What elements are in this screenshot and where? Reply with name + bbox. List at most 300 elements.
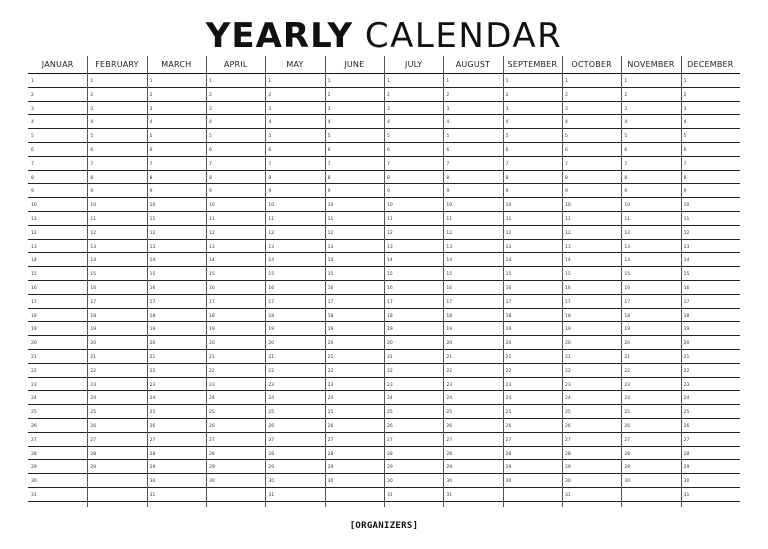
day-cell-september-18[interactable]: 18 (505, 313, 512, 319)
day-cell-august-26[interactable]: 26 (446, 424, 453, 429)
day-cell-april-23[interactable]: 23 (209, 382, 215, 388)
day-cell-september-13[interactable]: 13 (505, 244, 512, 250)
day-cell-july-2[interactable]: 2 (387, 92, 390, 98)
day-cell-july-1[interactable]: 1 (387, 79, 390, 84)
day-cell-april-11[interactable]: 11 (209, 217, 215, 222)
day-cell-august-24[interactable]: 24 (446, 396, 453, 402)
day-cell-april-25[interactable]: 25 (209, 410, 215, 416)
day-cell-september-30[interactable]: 30 (505, 479, 512, 485)
day-cell-june-26[interactable]: 26 (327, 424, 334, 429)
day-cell-september-2[interactable]: 2 (505, 92, 509, 98)
day-cell-december-26[interactable]: 26 (683, 424, 690, 429)
day-cell-august-16[interactable]: 16 (446, 286, 453, 291)
day-cell-february-13[interactable]: 13 (90, 244, 97, 250)
day-cell-june-27[interactable]: 27 (327, 437, 334, 443)
day-cell-april-10[interactable]: 10 (209, 203, 215, 209)
day-cell-february-2[interactable]: 2 (90, 92, 94, 98)
day-cell-januar-18[interactable]: 18 (31, 313, 37, 319)
day-cell-july-17[interactable]: 17 (387, 299, 393, 305)
day-cell-june-29[interactable]: 29 (327, 465, 334, 471)
day-cell-august-30[interactable]: 30 (446, 479, 453, 485)
day-cell-october-17[interactable]: 17 (565, 299, 571, 305)
day-cell-april-2[interactable]: 2 (209, 92, 212, 98)
day-cell-april-28[interactable]: 28 (209, 451, 215, 457)
day-cell-may-24[interactable]: 24 (268, 396, 275, 402)
day-cell-januar-17[interactable]: 17 (31, 299, 37, 305)
day-cell-march-17[interactable]: 17 (149, 299, 156, 305)
day-cell-november-10[interactable]: 10 (624, 203, 631, 209)
day-cell-april-9[interactable]: 9 (209, 189, 212, 195)
day-cell-december-25[interactable]: 25 (683, 410, 690, 416)
day-cell-januar-15[interactable]: 15 (31, 272, 37, 278)
day-cell-november-20[interactable]: 20 (624, 341, 631, 347)
day-cell-november-11[interactable]: 11 (624, 217, 631, 222)
day-cell-march-3[interactable]: 3 (149, 106, 153, 112)
day-cell-june-20[interactable]: 20 (327, 341, 334, 347)
day-cell-april-29[interactable]: 29 (209, 465, 215, 471)
day-cell-march-22[interactable]: 22 (149, 368, 156, 374)
day-cell-june-28[interactable]: 28 (327, 451, 334, 457)
day-cell-december-10[interactable]: 10 (683, 203, 690, 209)
day-cell-july-7[interactable]: 7 (387, 161, 390, 167)
day-cell-december-18[interactable]: 18 (683, 313, 690, 319)
day-cell-may-26[interactable]: 26 (268, 424, 275, 429)
day-cell-october-15[interactable]: 15 (565, 272, 571, 278)
day-cell-januar-5[interactable]: 5 (31, 134, 34, 140)
day-cell-januar-4[interactable]: 4 (31, 120, 34, 126)
day-cell-november-8[interactable]: 8 (624, 175, 628, 181)
day-cell-januar-29[interactable]: 29 (31, 465, 37, 471)
day-cell-november-4[interactable]: 4 (624, 120, 628, 126)
day-cell-february-22[interactable]: 22 (90, 368, 97, 374)
day-cell-june-24[interactable]: 24 (327, 396, 334, 402)
day-cell-june-30[interactable]: 30 (327, 479, 334, 485)
day-cell-september-26[interactable]: 26 (505, 424, 512, 429)
day-cell-november-28[interactable]: 28 (624, 451, 631, 457)
day-cell-july-25[interactable]: 25 (387, 410, 393, 416)
day-cell-januar-25[interactable]: 25 (31, 410, 37, 416)
day-cell-august-10[interactable]: 10 (446, 203, 453, 209)
day-cell-march-10[interactable]: 10 (149, 203, 156, 209)
day-cell-august-19[interactable]: 19 (446, 327, 453, 333)
day-cell-december-7[interactable]: 7 (683, 161, 687, 167)
day-cell-september-29[interactable]: 29 (505, 465, 512, 471)
day-cell-october-30[interactable]: 30 (565, 479, 571, 485)
day-cell-september-25[interactable]: 25 (505, 410, 512, 416)
day-cell-july-12[interactable]: 12 (387, 230, 393, 236)
day-cell-may-10[interactable]: 10 (268, 203, 275, 209)
day-cell-june-6[interactable]: 6 (327, 148, 331, 153)
day-cell-august-23[interactable]: 23 (446, 382, 453, 388)
day-cell-may-14[interactable]: 14 (268, 258, 275, 264)
day-cell-august-2[interactable]: 2 (446, 92, 450, 98)
day-cell-november-30[interactable]: 30 (624, 479, 631, 485)
day-cell-november-9[interactable]: 9 (624, 189, 628, 195)
day-cell-november-19[interactable]: 19 (624, 327, 631, 333)
day-cell-february-11[interactable]: 11 (90, 217, 97, 222)
day-cell-april-24[interactable]: 24 (209, 396, 215, 402)
day-cell-april-20[interactable]: 20 (209, 341, 215, 347)
day-cell-december-22[interactable]: 22 (683, 368, 690, 374)
day-cell-december-20[interactable]: 20 (683, 341, 690, 347)
day-cell-september-6[interactable]: 6 (505, 148, 509, 153)
day-cell-february-3[interactable]: 3 (90, 106, 94, 112)
day-cell-october-10[interactable]: 10 (565, 203, 571, 209)
day-cell-february-4[interactable]: 4 (90, 120, 94, 126)
day-cell-may-19[interactable]: 19 (268, 327, 275, 333)
day-cell-december-3[interactable]: 3 (683, 106, 687, 112)
day-cell-october-20[interactable]: 20 (565, 341, 571, 347)
day-cell-april-7[interactable]: 7 (209, 161, 212, 167)
day-cell-october-31[interactable]: 31 (565, 493, 571, 498)
day-cell-december-23[interactable]: 23 (683, 382, 690, 388)
day-cell-august-14[interactable]: 14 (446, 258, 453, 264)
day-cell-august-29[interactable]: 29 (446, 465, 453, 471)
day-cell-october-18[interactable]: 18 (565, 313, 571, 319)
day-cell-october-7[interactable]: 7 (565, 161, 568, 167)
day-cell-april-26[interactable]: 26 (209, 424, 215, 429)
day-cell-november-7[interactable]: 7 (624, 161, 628, 167)
day-cell-march-7[interactable]: 7 (149, 161, 153, 167)
day-cell-february-27[interactable]: 27 (90, 437, 97, 443)
day-cell-september-3[interactable]: 3 (505, 106, 509, 112)
day-cell-august-9[interactable]: 9 (446, 189, 450, 195)
day-cell-july-29[interactable]: 29 (387, 465, 393, 471)
day-cell-may-11[interactable]: 11 (268, 217, 275, 222)
day-cell-july-11[interactable]: 11 (387, 217, 393, 222)
day-cell-october-8[interactable]: 8 (565, 175, 568, 181)
day-cell-june-8[interactable]: 8 (327, 175, 331, 181)
day-cell-june-16[interactable]: 16 (327, 286, 334, 291)
day-cell-october-25[interactable]: 25 (565, 410, 571, 416)
day-cell-november-2[interactable]: 2 (624, 92, 628, 98)
day-cell-october-24[interactable]: 24 (565, 396, 571, 402)
day-cell-march-9[interactable]: 9 (149, 189, 153, 195)
day-cell-december-21[interactable]: 21 (683, 355, 690, 360)
day-cell-june-4[interactable]: 4 (327, 120, 331, 126)
day-cell-januar-12[interactable]: 12 (31, 230, 37, 236)
day-cell-february-28[interactable]: 28 (90, 451, 97, 457)
day-cell-june-17[interactable]: 17 (327, 299, 334, 305)
day-cell-march-12[interactable]: 12 (149, 230, 156, 236)
day-cell-june-3[interactable]: 3 (327, 106, 331, 112)
day-cell-may-22[interactable]: 22 (268, 368, 275, 374)
day-cell-june-21[interactable]: 21 (327, 355, 334, 360)
day-cell-september-20[interactable]: 20 (505, 341, 512, 347)
day-cell-september-19[interactable]: 19 (505, 327, 512, 333)
day-cell-july-23[interactable]: 23 (387, 382, 393, 388)
day-cell-july-13[interactable]: 13 (387, 244, 393, 250)
day-cell-november-23[interactable]: 23 (624, 382, 631, 388)
day-cell-november-27[interactable]: 27 (624, 437, 631, 443)
day-cell-february-1[interactable]: 1 (90, 79, 94, 84)
day-cell-june-19[interactable]: 19 (327, 327, 334, 333)
day-cell-february-18[interactable]: 18 (90, 313, 97, 319)
day-cell-september-23[interactable]: 23 (505, 382, 512, 388)
day-cell-february-19[interactable]: 19 (90, 327, 97, 333)
day-cell-august-6[interactable]: 6 (446, 148, 450, 153)
day-cell-august-25[interactable]: 25 (446, 410, 453, 416)
day-cell-august-28[interactable]: 28 (446, 451, 453, 457)
day-cell-march-16[interactable]: 16 (149, 286, 156, 291)
day-cell-november-25[interactable]: 25 (624, 410, 631, 416)
day-cell-december-24[interactable]: 24 (683, 396, 690, 402)
day-cell-november-16[interactable]: 16 (624, 286, 631, 291)
day-cell-april-27[interactable]: 27 (209, 437, 215, 443)
day-cell-march-31[interactable]: 31 (149, 493, 156, 498)
day-cell-september-15[interactable]: 15 (505, 272, 512, 278)
day-cell-june-14[interactable]: 14 (327, 258, 334, 264)
day-cell-april-14[interactable]: 14 (209, 258, 215, 264)
day-cell-june-5[interactable]: 5 (327, 134, 331, 140)
day-cell-januar-2[interactable]: 2 (31, 92, 34, 98)
day-cell-october-9[interactable]: 9 (565, 189, 568, 195)
day-cell-october-5[interactable]: 5 (565, 134, 568, 140)
day-cell-march-13[interactable]: 13 (149, 244, 156, 250)
day-cell-januar-21[interactable]: 21 (31, 355, 37, 360)
day-cell-december-14[interactable]: 14 (683, 258, 690, 264)
day-cell-july-27[interactable]: 27 (387, 437, 393, 443)
day-cell-januar-11[interactable]: 11 (31, 217, 37, 222)
day-cell-december-6[interactable]: 6 (683, 148, 687, 153)
day-cell-may-2[interactable]: 2 (268, 92, 272, 98)
day-cell-januar-30[interactable]: 30 (31, 479, 37, 485)
day-cell-may-30[interactable]: 30 (268, 479, 275, 485)
day-cell-may-23[interactable]: 23 (268, 382, 275, 388)
day-cell-april-19[interactable]: 19 (209, 327, 215, 333)
day-cell-april-22[interactable]: 22 (209, 368, 215, 374)
day-cell-february-10[interactable]: 10 (90, 203, 97, 209)
day-cell-december-8[interactable]: 8 (683, 175, 687, 181)
day-cell-october-14[interactable]: 14 (565, 258, 571, 264)
day-cell-may-27[interactable]: 27 (268, 437, 275, 443)
day-cell-october-4[interactable]: 4 (565, 120, 568, 126)
day-cell-may-28[interactable]: 28 (268, 451, 275, 457)
day-cell-september-27[interactable]: 27 (505, 437, 512, 443)
day-cell-august-18[interactable]: 18 (446, 313, 453, 319)
day-cell-february-26[interactable]: 26 (90, 424, 97, 429)
day-cell-march-18[interactable]: 18 (149, 313, 156, 319)
day-cell-october-16[interactable]: 16 (565, 286, 571, 291)
day-cell-december-30[interactable]: 30 (683, 479, 690, 485)
day-cell-december-1[interactable]: 1 (683, 79, 687, 84)
day-cell-october-29[interactable]: 29 (565, 465, 571, 471)
day-cell-july-8[interactable]: 8 (387, 175, 390, 181)
day-cell-januar-13[interactable]: 13 (31, 244, 37, 250)
day-cell-november-22[interactable]: 22 (624, 368, 631, 374)
day-cell-february-25[interactable]: 25 (90, 410, 97, 416)
day-cell-july-3[interactable]: 3 (387, 106, 390, 112)
day-cell-february-14[interactable]: 14 (90, 258, 97, 264)
day-cell-november-5[interactable]: 5 (624, 134, 628, 140)
day-cell-januar-24[interactable]: 24 (31, 396, 37, 402)
day-cell-januar-9[interactable]: 9 (31, 189, 34, 195)
day-cell-august-20[interactable]: 20 (446, 341, 453, 347)
day-cell-august-12[interactable]: 12 (446, 230, 453, 236)
day-cell-july-22[interactable]: 22 (387, 368, 393, 374)
day-cell-march-11[interactable]: 11 (149, 217, 156, 222)
day-cell-august-22[interactable]: 22 (446, 368, 453, 374)
day-cell-july-10[interactable]: 10 (387, 203, 393, 209)
day-cell-december-11[interactable]: 11 (683, 217, 690, 222)
day-cell-september-14[interactable]: 14 (505, 258, 512, 264)
day-cell-march-8[interactable]: 8 (149, 175, 153, 181)
day-cell-february-12[interactable]: 12 (90, 230, 97, 236)
day-cell-november-14[interactable]: 14 (624, 258, 631, 264)
day-cell-june-7[interactable]: 7 (327, 161, 331, 167)
day-cell-januar-23[interactable]: 23 (31, 382, 37, 388)
day-cell-march-2[interactable]: 2 (149, 92, 153, 98)
day-cell-may-7[interactable]: 7 (268, 161, 272, 167)
day-cell-march-23[interactable]: 23 (149, 382, 156, 388)
day-cell-september-11[interactable]: 11 (505, 217, 512, 222)
day-cell-may-4[interactable]: 4 (268, 120, 272, 126)
day-cell-januar-20[interactable]: 20 (31, 341, 37, 347)
day-cell-november-15[interactable]: 15 (624, 272, 631, 278)
day-cell-januar-6[interactable]: 6 (31, 148, 34, 153)
day-cell-march-28[interactable]: 28 (149, 451, 156, 457)
day-cell-march-29[interactable]: 29 (149, 465, 156, 471)
day-cell-may-12[interactable]: 12 (268, 230, 275, 236)
day-cell-may-5[interactable]: 5 (268, 134, 272, 140)
day-cell-march-27[interactable]: 27 (149, 437, 156, 443)
day-cell-may-15[interactable]: 15 (268, 272, 275, 278)
day-cell-february-6[interactable]: 6 (90, 148, 94, 153)
day-cell-januar-1[interactable]: 1 (31, 79, 34, 84)
day-cell-november-17[interactable]: 17 (624, 299, 631, 305)
day-cell-november-13[interactable]: 13 (624, 244, 631, 250)
day-cell-june-1[interactable]: 1 (327, 79, 331, 84)
day-cell-september-12[interactable]: 12 (505, 230, 512, 236)
day-cell-march-30[interactable]: 30 (149, 479, 156, 485)
day-cell-october-21[interactable]: 21 (565, 355, 571, 360)
day-cell-october-22[interactable]: 22 (565, 368, 571, 374)
day-cell-april-3[interactable]: 3 (209, 106, 212, 112)
day-cell-may-6[interactable]: 6 (268, 148, 272, 153)
day-cell-july-20[interactable]: 20 (387, 341, 393, 347)
day-cell-october-28[interactable]: 28 (565, 451, 571, 457)
day-cell-august-13[interactable]: 13 (446, 244, 453, 250)
day-cell-august-11[interactable]: 11 (446, 217, 453, 222)
day-cell-april-5[interactable]: 5 (209, 134, 212, 140)
day-cell-march-15[interactable]: 15 (149, 272, 156, 278)
day-cell-may-20[interactable]: 20 (268, 341, 275, 347)
day-cell-september-5[interactable]: 5 (505, 134, 509, 140)
day-cell-october-26[interactable]: 26 (565, 424, 571, 429)
day-cell-december-15[interactable]: 15 (683, 272, 690, 278)
day-cell-october-13[interactable]: 13 (565, 244, 571, 250)
day-cell-december-31[interactable]: 31 (683, 493, 690, 498)
day-cell-july-6[interactable]: 6 (387, 148, 390, 153)
day-cell-august-4[interactable]: 4 (446, 120, 450, 126)
day-cell-april-12[interactable]: 12 (209, 230, 215, 236)
day-cell-april-30[interactable]: 30 (209, 479, 215, 485)
day-cell-december-4[interactable]: 4 (683, 120, 687, 126)
day-cell-april-1[interactable]: 1 (209, 79, 212, 84)
day-cell-may-31[interactable]: 31 (268, 493, 275, 498)
day-cell-september-17[interactable]: 17 (505, 299, 512, 305)
day-cell-december-19[interactable]: 19 (683, 327, 690, 333)
day-cell-february-15[interactable]: 15 (90, 272, 97, 278)
day-cell-januar-8[interactable]: 8 (31, 175, 34, 181)
day-cell-may-13[interactable]: 13 (268, 244, 275, 250)
day-cell-june-2[interactable]: 2 (327, 92, 331, 98)
day-cell-february-23[interactable]: 23 (90, 382, 97, 388)
day-cell-januar-7[interactable]: 7 (31, 161, 34, 167)
day-cell-may-16[interactable]: 16 (268, 286, 275, 291)
day-cell-januar-3[interactable]: 3 (31, 106, 34, 112)
day-cell-may-21[interactable]: 21 (268, 355, 275, 360)
day-cell-june-23[interactable]: 23 (327, 382, 334, 388)
day-cell-december-12[interactable]: 12 (683, 230, 690, 236)
day-cell-september-1[interactable]: 1 (505, 79, 509, 84)
day-cell-october-1[interactable]: 1 (565, 79, 568, 84)
day-cell-november-12[interactable]: 12 (624, 230, 631, 236)
day-cell-february-9[interactable]: 9 (90, 189, 94, 195)
day-cell-december-17[interactable]: 17 (683, 299, 690, 305)
day-cell-januar-19[interactable]: 19 (31, 327, 37, 333)
day-cell-september-28[interactable]: 28 (505, 451, 512, 457)
day-cell-november-26[interactable]: 26 (624, 424, 631, 429)
day-cell-october-3[interactable]: 3 (565, 106, 568, 112)
day-cell-august-31[interactable]: 31 (446, 493, 453, 498)
day-cell-march-6[interactable]: 6 (149, 148, 153, 153)
day-cell-april-15[interactable]: 15 (209, 272, 215, 278)
day-cell-may-18[interactable]: 18 (268, 313, 275, 319)
day-cell-april-16[interactable]: 16 (209, 286, 215, 291)
day-cell-october-19[interactable]: 19 (565, 327, 571, 333)
day-cell-july-16[interactable]: 16 (387, 286, 393, 291)
day-cell-september-9[interactable]: 9 (505, 189, 509, 195)
day-cell-october-12[interactable]: 12 (565, 230, 571, 236)
day-cell-june-15[interactable]: 15 (327, 272, 334, 278)
day-cell-september-7[interactable]: 7 (505, 161, 509, 167)
day-cell-october-2[interactable]: 2 (565, 92, 568, 98)
day-cell-august-3[interactable]: 3 (446, 106, 450, 112)
day-cell-march-4[interactable]: 4 (149, 120, 153, 126)
day-cell-august-8[interactable]: 8 (446, 175, 450, 181)
day-cell-may-9[interactable]: 9 (268, 189, 272, 195)
day-cell-march-5[interactable]: 5 (149, 134, 153, 140)
day-cell-april-18[interactable]: 18 (209, 313, 215, 319)
day-cell-januar-27[interactable]: 27 (31, 437, 37, 443)
day-cell-october-6[interactable]: 6 (565, 148, 568, 153)
day-cell-march-26[interactable]: 26 (149, 424, 156, 429)
day-cell-june-18[interactable]: 18 (327, 313, 334, 319)
day-cell-may-1[interactable]: 1 (268, 79, 272, 84)
day-cell-september-22[interactable]: 22 (505, 368, 512, 374)
day-cell-february-21[interactable]: 21 (90, 355, 97, 360)
day-cell-may-29[interactable]: 29 (268, 465, 275, 471)
day-cell-july-14[interactable]: 14 (387, 258, 393, 264)
day-cell-november-18[interactable]: 18 (624, 313, 631, 319)
day-cell-august-15[interactable]: 15 (446, 272, 453, 278)
day-cell-march-20[interactable]: 20 (149, 341, 156, 347)
day-cell-april-17[interactable]: 17 (209, 299, 215, 305)
day-cell-september-24[interactable]: 24 (505, 396, 512, 402)
day-cell-february-20[interactable]: 20 (90, 341, 97, 347)
day-cell-july-18[interactable]: 18 (387, 313, 393, 319)
day-cell-may-25[interactable]: 25 (268, 410, 275, 416)
day-cell-september-10[interactable]: 10 (505, 203, 512, 209)
day-cell-september-4[interactable]: 4 (505, 120, 509, 126)
day-cell-february-16[interactable]: 16 (90, 286, 97, 291)
day-cell-may-17[interactable]: 17 (268, 299, 275, 305)
day-cell-june-25[interactable]: 25 (327, 410, 334, 416)
day-cell-july-21[interactable]: 21 (387, 355, 393, 360)
day-cell-august-1[interactable]: 1 (446, 79, 450, 84)
day-cell-januar-16[interactable]: 16 (31, 286, 37, 291)
